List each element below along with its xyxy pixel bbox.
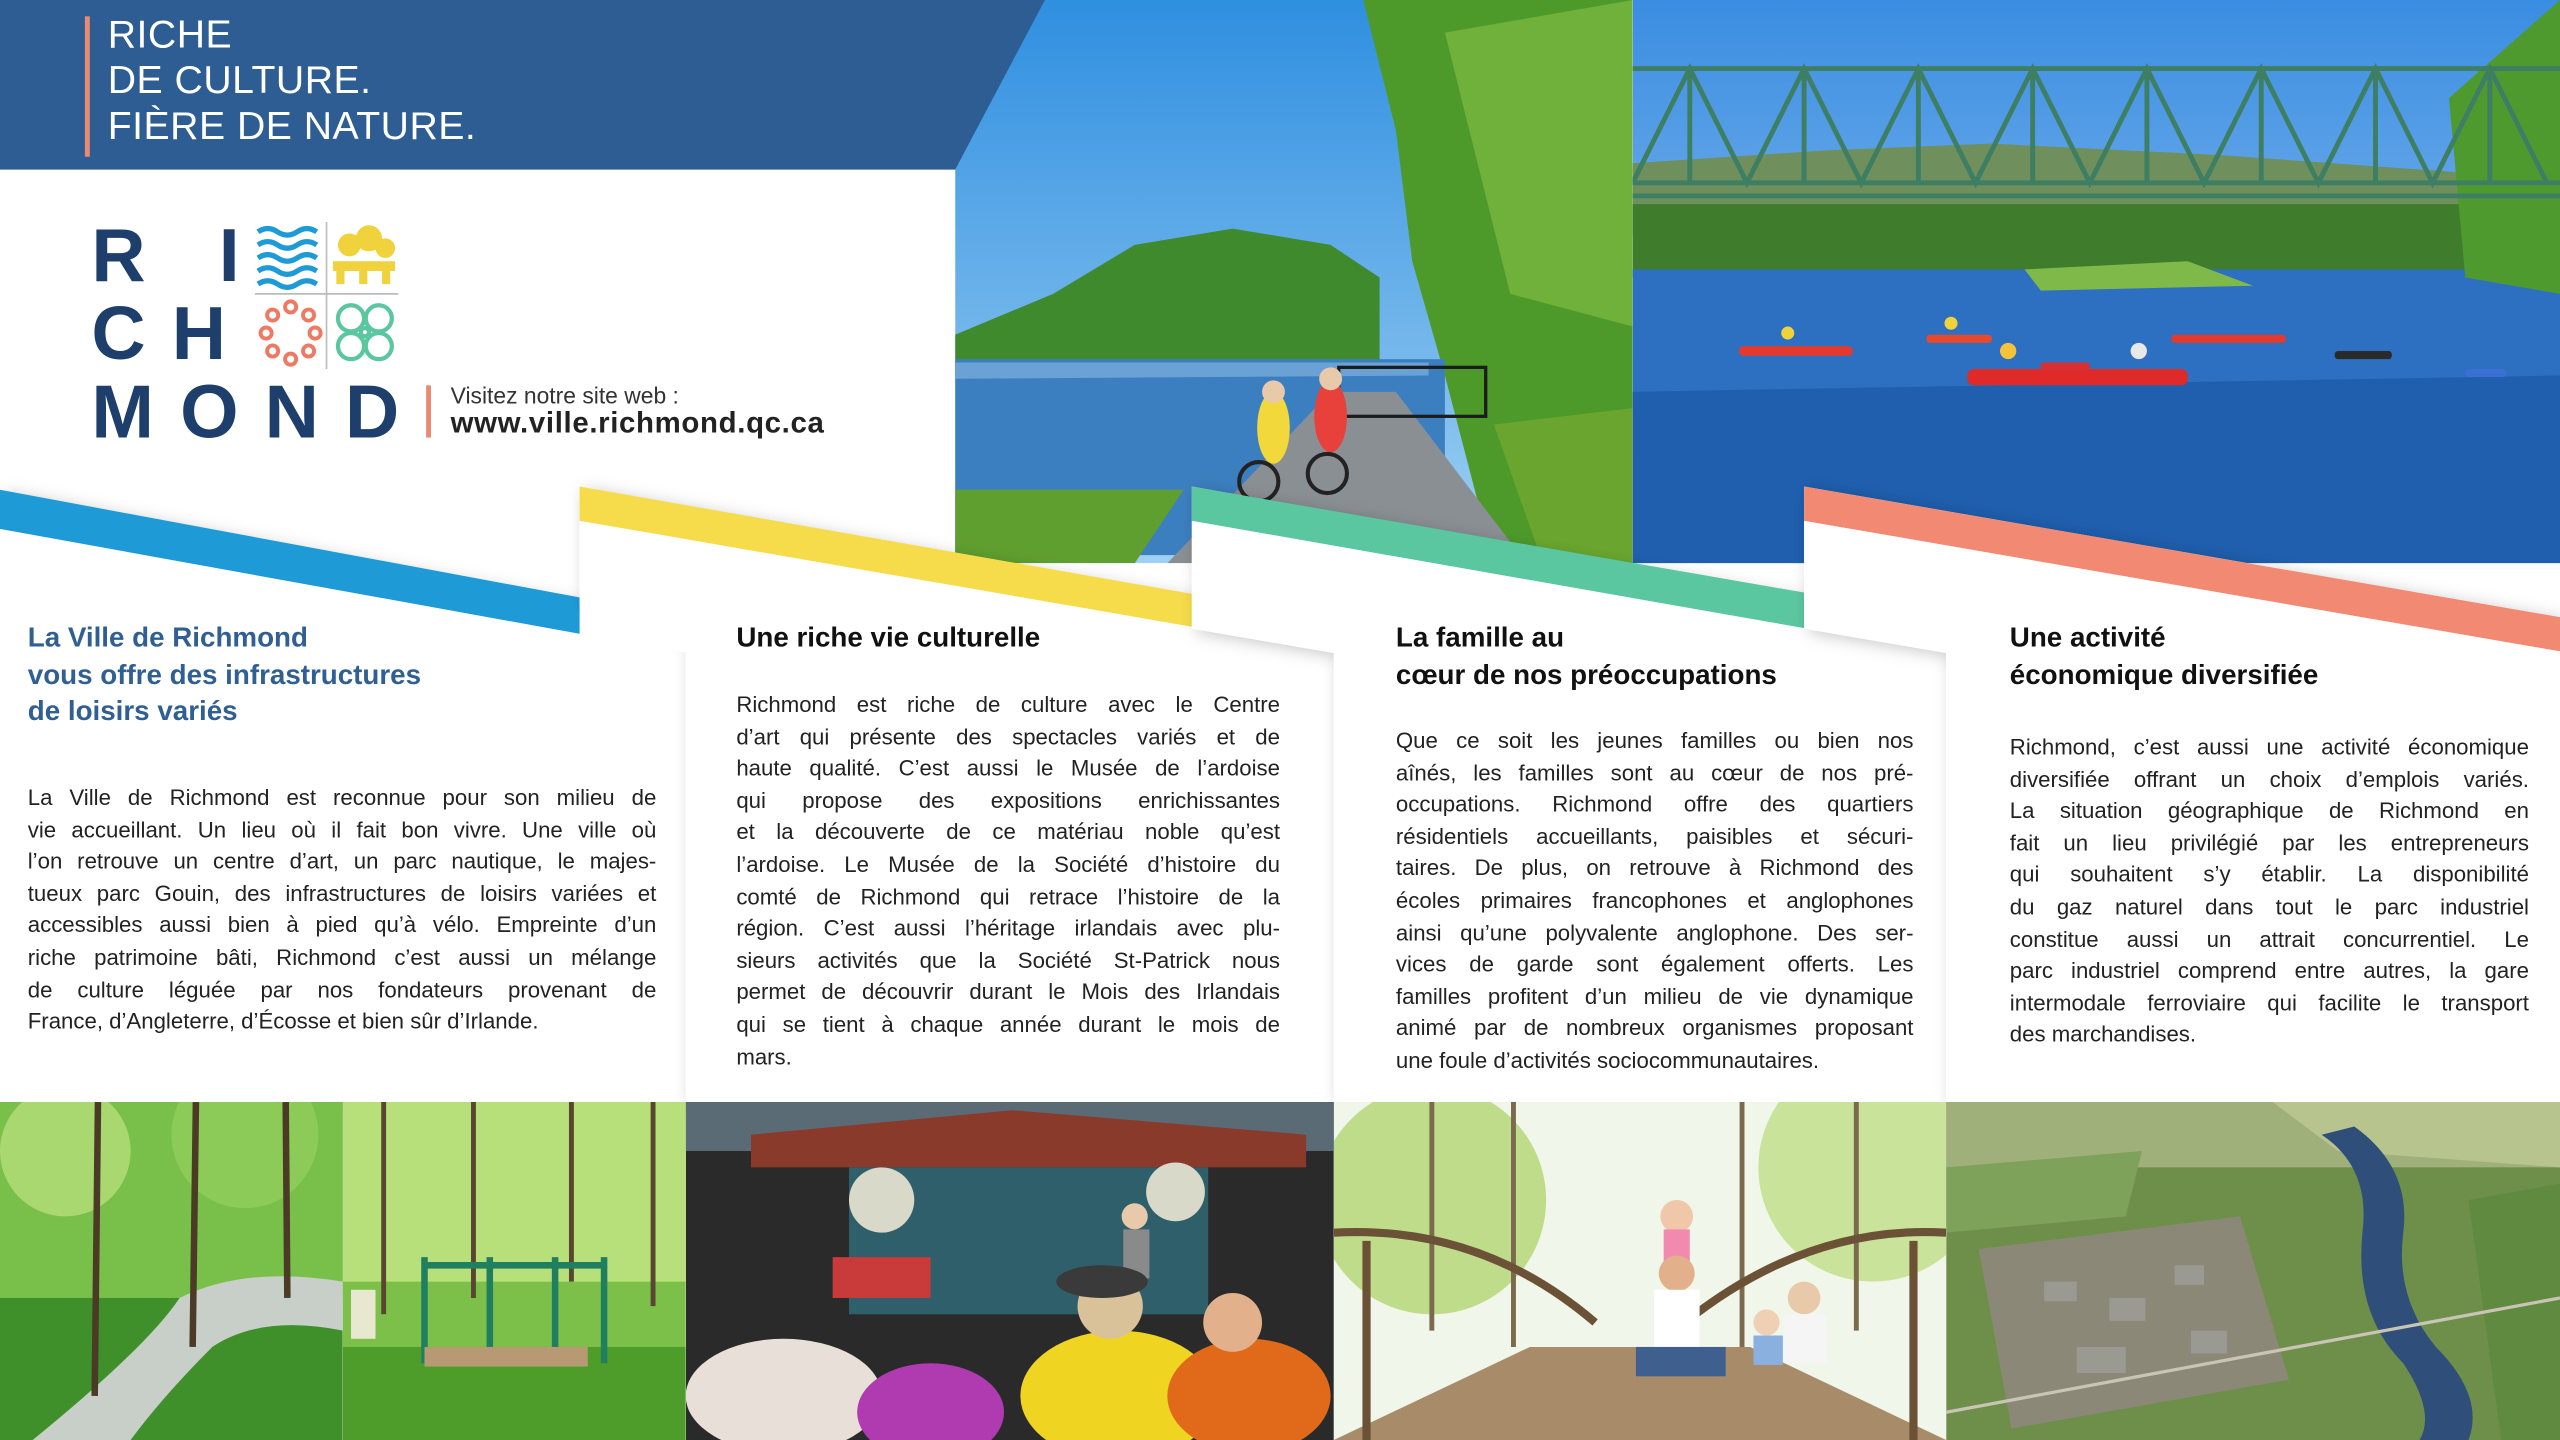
section-3-title — [1396, 620, 1777, 693]
section-3-body-line: une foule d’activités sociocommunautaires. — [1395, 1048, 1820, 1073]
section-3-body-line: familles profitent d’un milieu de vie dynamique — [1395, 984, 1914, 1009]
logo-line-1: R I — [91, 212, 266, 298]
section-1-body-line: riche patrimoine bâti, Richmond c’est aussi un mélange — [27, 945, 657, 970]
section-4-body-line: Richmond, c’est aussi une activité économique — [2009, 734, 2529, 760]
website-link[interactable]: www.ville.richmond.qc.ca — [450, 406, 825, 440]
playground-photo — [343, 1102, 686, 1440]
section-1-title — [28, 620, 421, 730]
section-2-title — [736, 620, 1040, 657]
section-3-body-line: occupations. Richmond offre des quartiers — [1395, 792, 1914, 817]
section-2-body-line: qui propose des expositions enrichissantes — [736, 788, 1280, 813]
section-4-body-line: intermodale ferroviaire qui facilite le transport — [2009, 990, 2529, 1016]
section-4-body-line: constitue aussi un attrait concurrentiel. Le — [2009, 926, 2529, 952]
section-3-body-line: vices de garde sont également offerts. Les — [1395, 952, 1914, 977]
section-2-body-line: qui se tient à chaque année durant le mois de — [736, 1012, 1280, 1037]
section-4-body-line: des marchandises. — [2009, 1022, 2197, 1048]
website-label: Visitez notre site web : — [450, 382, 679, 409]
section-1-title-line: La Ville de Richmond — [27, 622, 308, 654]
section-1-body-line: l’on retrouve un centre d’art, un parc nautique, le majes- — [27, 849, 657, 874]
section-2-body-line: haute qualité. C’est aussi le Musée de l’ardoise — [736, 756, 1280, 781]
section-3-body-line: animé par de nombreux organismes proposant — [1395, 1016, 1914, 1041]
section-2-title-line: Une riche vie culturelle — [736, 622, 1041, 654]
section-2-body-line: mars. — [736, 1044, 792, 1069]
section-4-body-line: du gaz naturel dans tout le parc industriel — [2009, 894, 2529, 920]
section-2-body — [736, 689, 1280, 1073]
section-2-body-line: l’ardoise. Le Musée de la Société d’histoire du — [736, 852, 1280, 877]
section-1-body-line: de culture léguée par nos fondateurs provenant de — [27, 977, 657, 1002]
concert-photo — [686, 1102, 1334, 1440]
section-4-body-line: La situation géographique de Richmond en — [2009, 798, 2529, 824]
section-4-title-line: Une activité — [2009, 622, 2166, 654]
section-4-title — [2010, 620, 2318, 693]
section-4-title-line: économique diversifiée — [2009, 658, 2319, 690]
family-bridge-photo — [1334, 1102, 1946, 1440]
section-1-body-line: tueux parc Gouin, des infrastructures de loisirs variées et — [27, 881, 657, 906]
forest-path-photo — [0, 1102, 343, 1440]
aerial-town-photo — [1946, 1102, 2560, 1440]
section-3-body-line: Que ce soit les jeunes familles ou bien nos — [1395, 728, 1914, 753]
section-3-body-line: écoles primaires francophones et anglophones — [1395, 888, 1914, 913]
section-3-body-line: ainsi qu’une polyvalente anglophone. Des ser- — [1395, 920, 1914, 945]
section-1-body-line: France, d’Angleterre, d’Écosse et bien sûr d’Irlande. — [27, 1009, 539, 1034]
section-3-body-line: aînés, les familles sont au cœur de nos pré- — [1395, 760, 1914, 785]
section-1-title-line: vous offre des infrastructures — [27, 658, 422, 690]
section-3-title-line: La famille au — [1395, 622, 1565, 654]
section-1-body-line: accessibles aussi bien à pied qu’à vélo. Empreinte d’un — [27, 913, 657, 938]
tagline-line-1: RICHE — [107, 13, 233, 58]
section-1-title-line: de loisirs variés — [27, 695, 238, 727]
section-2-body-line: région. C’est aussi l’héritage irlandais avec plu- — [736, 916, 1280, 941]
section-4-body-line: diversifiée offrant un choix d’emplois variés. — [2009, 766, 2529, 792]
section-1-body — [28, 782, 657, 1038]
tagline-line-2: DE CULTURE. — [107, 58, 372, 103]
section-4-body-line: parc industriel comprend entre autres, la gare — [2009, 958, 2529, 984]
logo-line-2: CH — [91, 290, 253, 376]
section-1-body-line: La Ville de Richmond est reconnue pour son milieu de — [27, 785, 657, 810]
tagline-line-3: FIÈRE DE NATURE. — [107, 104, 477, 149]
section-4-body — [2010, 731, 2529, 1051]
section-1-body-line: vie accueillant. Un lieu où il fait bon vivre. Une ville où — [27, 817, 657, 842]
section-2-body-line: Richmond est riche de culture avec le Centre — [736, 692, 1280, 717]
section-2-body-line: comté de Richmond qui retrace l’histoire de la — [736, 884, 1280, 909]
logo-line-3: MOND — [91, 368, 426, 454]
section-4-body-line: fait un lieu privilégié par les entrepreneurs — [2009, 830, 2529, 856]
section-3-body-line: taires. De plus, on retrouve à Richmond des — [1395, 856, 1914, 881]
section-3-body — [1396, 725, 1914, 1077]
section-3-body-line: résidentiels accueillants, paisibles et sécuri- — [1395, 824, 1914, 849]
section-2-body-line: d’art qui présente des spectacles variés et de — [736, 724, 1280, 749]
section-3-title-line: cœur de nos préoccupations — [1395, 658, 1777, 690]
section-2-body-line: permet de découvrir durant le Mois des Irlandais — [736, 980, 1280, 1005]
section-2-body-line: et la découverte de ce matériau noble qu’est — [736, 820, 1280, 845]
section-2-body-line: sieurs activités que la Société St-Patrick nous — [736, 948, 1280, 973]
section-4-body-line: qui souhaitent s’y établir. La disponibilité — [2009, 862, 2529, 888]
